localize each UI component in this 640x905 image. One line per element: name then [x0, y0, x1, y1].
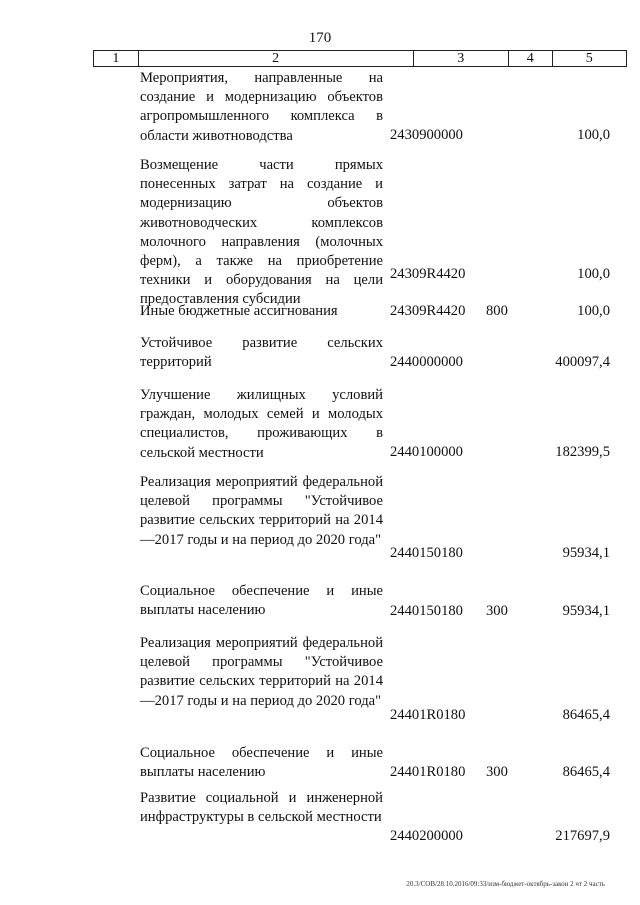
row-description: Устойчивое развитие сельских территорий — [140, 335, 383, 371]
row-amount: 100,0 — [577, 266, 610, 282]
row-type: 800 — [486, 303, 508, 319]
row-amount: 100,0 — [577, 303, 610, 319]
row-description: Возмещение части прямых понесенных затрат на создание и модернизацию объектов животноводческих комплексов молочного направления (молочных ферм), а также на приобретение техники и оборудования на цели предоставления субсидии — [140, 157, 383, 308]
row-code: 2440150180 — [390, 603, 463, 619]
row-amount: 86465,4 — [562, 707, 610, 723]
row-description: Реализация мероприятий федеральной целевой программы "Устойчивое развитие сельских территорий на 2014—2017 годы и на период до 2020 года" — [140, 635, 383, 709]
row-code: 2430900000 — [390, 127, 463, 143]
row-description: Улучшение жилищных условий граждан, молодых семей и молодых специалистов, проживающих в сельской местности — [140, 387, 383, 461]
row-amount: 400097,4 — [555, 354, 610, 370]
row-description: Социальное обеспечение и иные выплаты населению — [140, 745, 383, 781]
row-amount: 95934,1 — [562, 603, 610, 619]
row-code: 2440000000 — [390, 354, 463, 370]
row-code: 24401R0180 — [390, 707, 466, 723]
row-type: 300 — [486, 764, 508, 780]
column-header-row — [93, 50, 627, 67]
row-code: 2440150180 — [390, 545, 463, 561]
row-amount: 217697,9 — [555, 828, 610, 844]
row-description: Реализация мероприятий федеральной целевой программы "Устойчивое развитие сельских территорий на 2014—2017 годы и на период до 2020 года" — [140, 474, 383, 548]
document-footer: 20.3/СОВ/28.10.2016/09:33/изм-бюджет-октябрь-закон 2 чт 2 часть — [406, 880, 605, 888]
column-header-5: 5 — [585, 51, 593, 66]
row-description: Социальное обеспечение и иные выплаты населению — [140, 583, 383, 619]
row-amount: 100,0 — [577, 127, 610, 143]
column-header-3: 3 — [414, 51, 509, 66]
row-code: 2440100000 — [390, 444, 463, 460]
row-amount: 95934,1 — [562, 545, 610, 561]
row-amount: 182399,5 — [555, 444, 610, 460]
page-number: 170 — [308, 30, 332, 46]
row-type: 300 — [486, 603, 508, 619]
column-header-2: 2 — [139, 51, 414, 66]
row-code: 2440200000 — [390, 828, 463, 844]
row-amount: 86465,4 — [562, 764, 610, 780]
column-header-4: 4 — [509, 51, 553, 66]
row-description: Развитие социальной и инженерной инфраструктуры в сельской местности — [140, 790, 383, 826]
row-description: Мероприятия, направленные на создание и модернизацию объектов агропромышленного комплекса в области животноводства — [140, 70, 383, 144]
column-header-1: 1 — [94, 51, 139, 66]
row-description: Иные бюджетные ассигнования — [140, 303, 338, 319]
row-code: 24309R4420 — [390, 303, 466, 319]
row-code: 24401R0180 — [390, 764, 466, 780]
row-code: 24309R4420 — [390, 266, 466, 282]
